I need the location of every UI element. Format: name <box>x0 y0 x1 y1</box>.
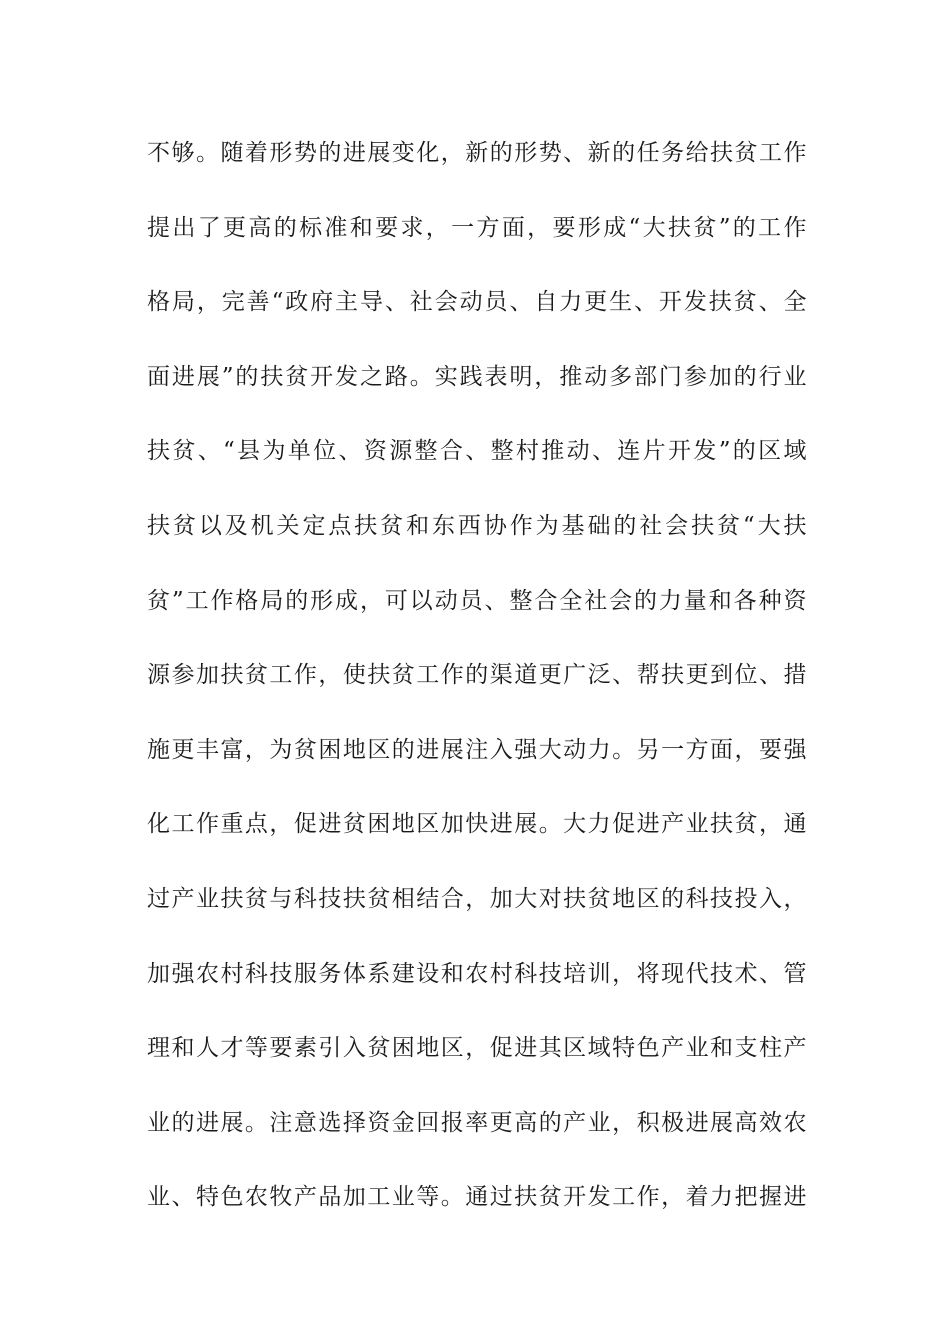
text-line: 施更丰富，为贫困地区的进展注入强大动力。另一方面，要强 <box>147 736 807 763</box>
text-line: 提出了更高的标准和要求，一方面，要形成“大扶贫”的工作 <box>147 214 807 241</box>
text-line: 源参加扶贫工作，使扶贫工作的渠道更广泛、帮扶更到位、措 <box>147 662 807 689</box>
text-line: 扶贫、“县为单位、资源整合、整村推动、连片开发”的区域 <box>147 438 807 465</box>
text-line: 业的进展。注意选择资金回报率更高的产业，积极进展高效农 <box>147 1109 807 1136</box>
text-line: 格局，完善“政府主导、社会动员、自力更生、开发扶贫、全 <box>147 289 807 316</box>
text-line: 不够。随着形势的进展变化，新的形势、新的任务给扶贫工作 <box>147 140 807 166</box>
text-line: 业、特色农牧产品加工业等。通过扶贫开发工作，着力把握进 <box>147 1184 807 1211</box>
text-line: 过产业扶贫与科技扶贫相结合，加大对扶贫地区的科技投入， <box>147 885 807 912</box>
text-line: 贫”工作格局的形成，可以动员、整合全社会的力量和各种资 <box>147 587 807 614</box>
text-line: 理和人才等要素引入贫困地区，促进其区域特色产业和支柱产 <box>147 1035 807 1062</box>
text-line: 扶贫以及机关定点扶贫和东西协作为基础的社会扶贫“大扶 <box>147 512 807 539</box>
text-line: 化工作重点，促进贫困地区加快进展。大力促进产业扶贫，通 <box>147 811 807 838</box>
text-line: 面进展”的扶贫开发之路。实践表明，推动多部门参加的行业 <box>147 363 807 390</box>
body-paragraph <box>147 133 807 1252</box>
text-line: 加强农村科技服务体系建设和农村科技培训，将现代技术、管 <box>147 960 807 987</box>
